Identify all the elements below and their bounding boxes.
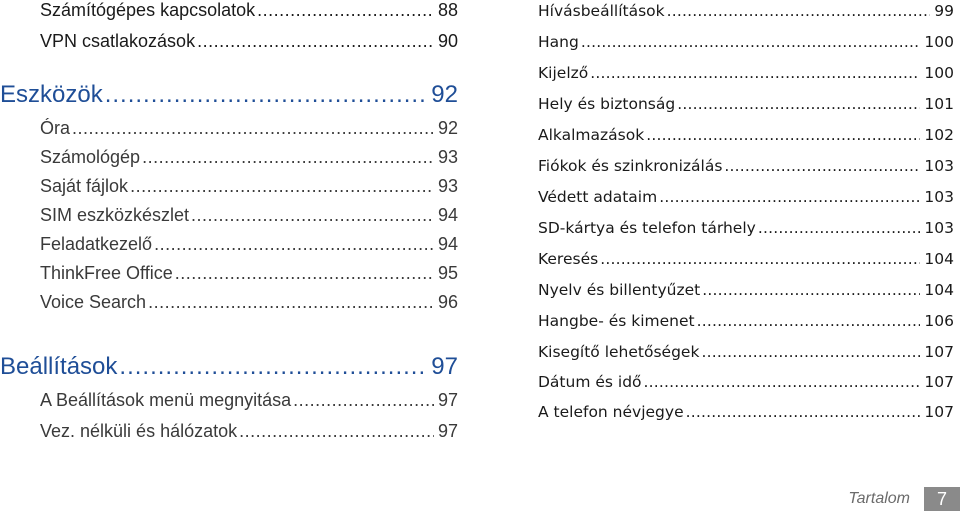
dot-leader	[72, 118, 434, 139]
dot-leader	[105, 81, 428, 109]
dot-leader	[758, 219, 921, 237]
toc-section-page: 92	[431, 81, 458, 108]
toc-entry-label: Kisegítő lehetőségek	[538, 343, 700, 361]
footer-page-number: 7	[924, 487, 960, 511]
toc-entry[interactable]	[538, 373, 954, 391]
toc-entry-page: 101	[924, 95, 954, 113]
toc-entry[interactable]	[40, 234, 458, 255]
toc-entry-label: A Beállítások menü megnyitása	[40, 390, 292, 410]
toc-entry-label: Vez. nélküli és hálózatok	[40, 421, 238, 441]
toc-entry[interactable]	[40, 263, 458, 284]
dot-leader	[119, 353, 427, 381]
toc-entry[interactable]	[538, 250, 954, 268]
toc-entry[interactable]	[40, 0, 458, 21]
toc-entry-page: 107	[924, 403, 954, 421]
dot-leader	[154, 234, 434, 255]
dot-leader	[644, 373, 921, 391]
dot-leader	[600, 250, 920, 268]
dot-leader	[191, 205, 434, 226]
toc-entry-label: Alkalmazások	[538, 126, 645, 144]
dot-leader	[667, 2, 931, 20]
dot-leader	[142, 147, 434, 168]
toc-entry[interactable]	[538, 33, 954, 51]
toc-section-heading[interactable]	[0, 81, 458, 109]
toc-entry-page: 104	[924, 250, 954, 268]
toc-entry-label: SD-kártya és telefon tárhely	[538, 219, 756, 237]
toc-entry-page: 90	[437, 31, 458, 51]
dot-leader	[646, 126, 920, 144]
toc-entry-page: 97	[437, 421, 458, 441]
toc-entry-label: Hely és biztonság	[538, 95, 676, 113]
toc-section-page: 97	[431, 353, 458, 380]
toc-entry-page: 93	[437, 147, 458, 167]
toc-entry-page: 103	[924, 219, 954, 237]
dot-leader	[239, 421, 434, 442]
toc-entry-label: Hívásbeállítások	[538, 2, 665, 20]
toc-entry[interactable]	[538, 281, 954, 299]
toc-entry-page: 95	[437, 263, 458, 283]
toc-entry-label: SIM eszközkészlet	[40, 205, 190, 225]
toc-section-label: Beállítások	[0, 353, 118, 380]
toc-entry-label: Dátum és idő	[538, 373, 642, 391]
dot-leader	[677, 95, 920, 113]
toc-entry-page: 93	[437, 176, 458, 196]
toc-entry-label: Voice Search	[40, 292, 147, 312]
dot-leader	[581, 33, 921, 51]
toc-entry[interactable]	[538, 95, 954, 113]
toc-entry-label: Védett adataim	[538, 188, 658, 206]
dot-leader	[697, 312, 921, 330]
toc-entry-label: Hang	[538, 33, 579, 51]
dot-leader	[702, 281, 920, 299]
toc-entry[interactable]	[40, 176, 458, 197]
dot-leader	[724, 157, 920, 175]
toc-entry-label: A telefon névjegye	[538, 403, 684, 421]
dot-leader	[148, 292, 434, 313]
toc-entry-label: Keresés	[538, 250, 599, 268]
toc-entry-label: Feladatkezelő	[40, 234, 153, 254]
toc-entry-page: 92	[437, 118, 458, 138]
toc-entry-page: 102	[924, 126, 954, 144]
dot-leader	[293, 390, 434, 411]
toc-entry-label: Nyelv és billentyűzet	[538, 281, 701, 299]
toc-entry[interactable]	[538, 126, 954, 144]
toc-entry-page: 88	[437, 0, 458, 20]
toc-entry-page: 107	[924, 373, 954, 391]
toc-entry[interactable]	[40, 421, 458, 442]
toc-entry-label: Számológép	[40, 147, 141, 167]
toc-entry[interactable]	[538, 403, 954, 421]
toc-entry-page: 96	[437, 292, 458, 312]
toc-entry[interactable]	[40, 31, 458, 52]
toc-entry-label: Saját fájlok	[40, 176, 129, 196]
toc-entry-page: 97	[437, 390, 458, 410]
toc-entry[interactable]	[40, 390, 458, 411]
toc-entry-page: 94	[437, 205, 458, 225]
toc-entry-label: Számítógépes kapcsolatok	[40, 0, 256, 20]
toc-section-label: Eszközök	[0, 81, 103, 108]
dot-leader	[130, 176, 434, 197]
toc-entry[interactable]	[40, 292, 458, 313]
toc-entry-label: Óra	[40, 118, 71, 138]
toc-entry-label: VPN csatlakozások	[40, 31, 196, 51]
toc-entry-label: Hangbe- és kimenet	[538, 312, 695, 330]
toc-entry-label: ThinkFree Office	[40, 263, 173, 283]
toc-entry[interactable]	[40, 205, 458, 226]
toc-entry[interactable]	[40, 147, 458, 168]
dot-leader	[197, 31, 434, 52]
toc-entry-page: 103	[924, 188, 954, 206]
toc-entry-label: Fiókok és szinkronizálás	[538, 157, 723, 175]
toc-entry[interactable]	[538, 312, 954, 330]
toc-entry-page: 106	[924, 312, 954, 330]
dot-leader	[659, 188, 920, 206]
toc-section-heading[interactable]	[0, 353, 458, 381]
toc-entry[interactable]	[538, 64, 954, 82]
dot-leader	[701, 343, 920, 361]
dot-leader	[257, 0, 434, 21]
toc-entry-page: 100	[924, 33, 954, 51]
toc-entry-page: 104	[924, 281, 954, 299]
toc-entry[interactable]	[40, 118, 458, 139]
toc-entry-page: 100	[924, 64, 954, 82]
dot-leader	[686, 403, 921, 421]
toc-entry[interactable]	[538, 2, 954, 20]
dot-leader	[590, 64, 920, 82]
toc-entry[interactable]	[538, 343, 954, 361]
dot-leader	[175, 263, 434, 284]
toc-entry[interactable]	[538, 219, 954, 237]
toc-entry-page: 107	[924, 343, 954, 361]
toc-entry[interactable]	[538, 188, 954, 206]
page-footer	[848, 487, 960, 511]
toc-entry-page: 99	[934, 2, 954, 20]
toc-entry-label: Kijelző	[538, 64, 589, 82]
toc-entry-page: 103	[924, 157, 954, 175]
toc-entry-page: 94	[437, 234, 458, 254]
toc-entry[interactable]	[538, 157, 954, 175]
footer-section-title: Tartalom	[848, 490, 910, 507]
